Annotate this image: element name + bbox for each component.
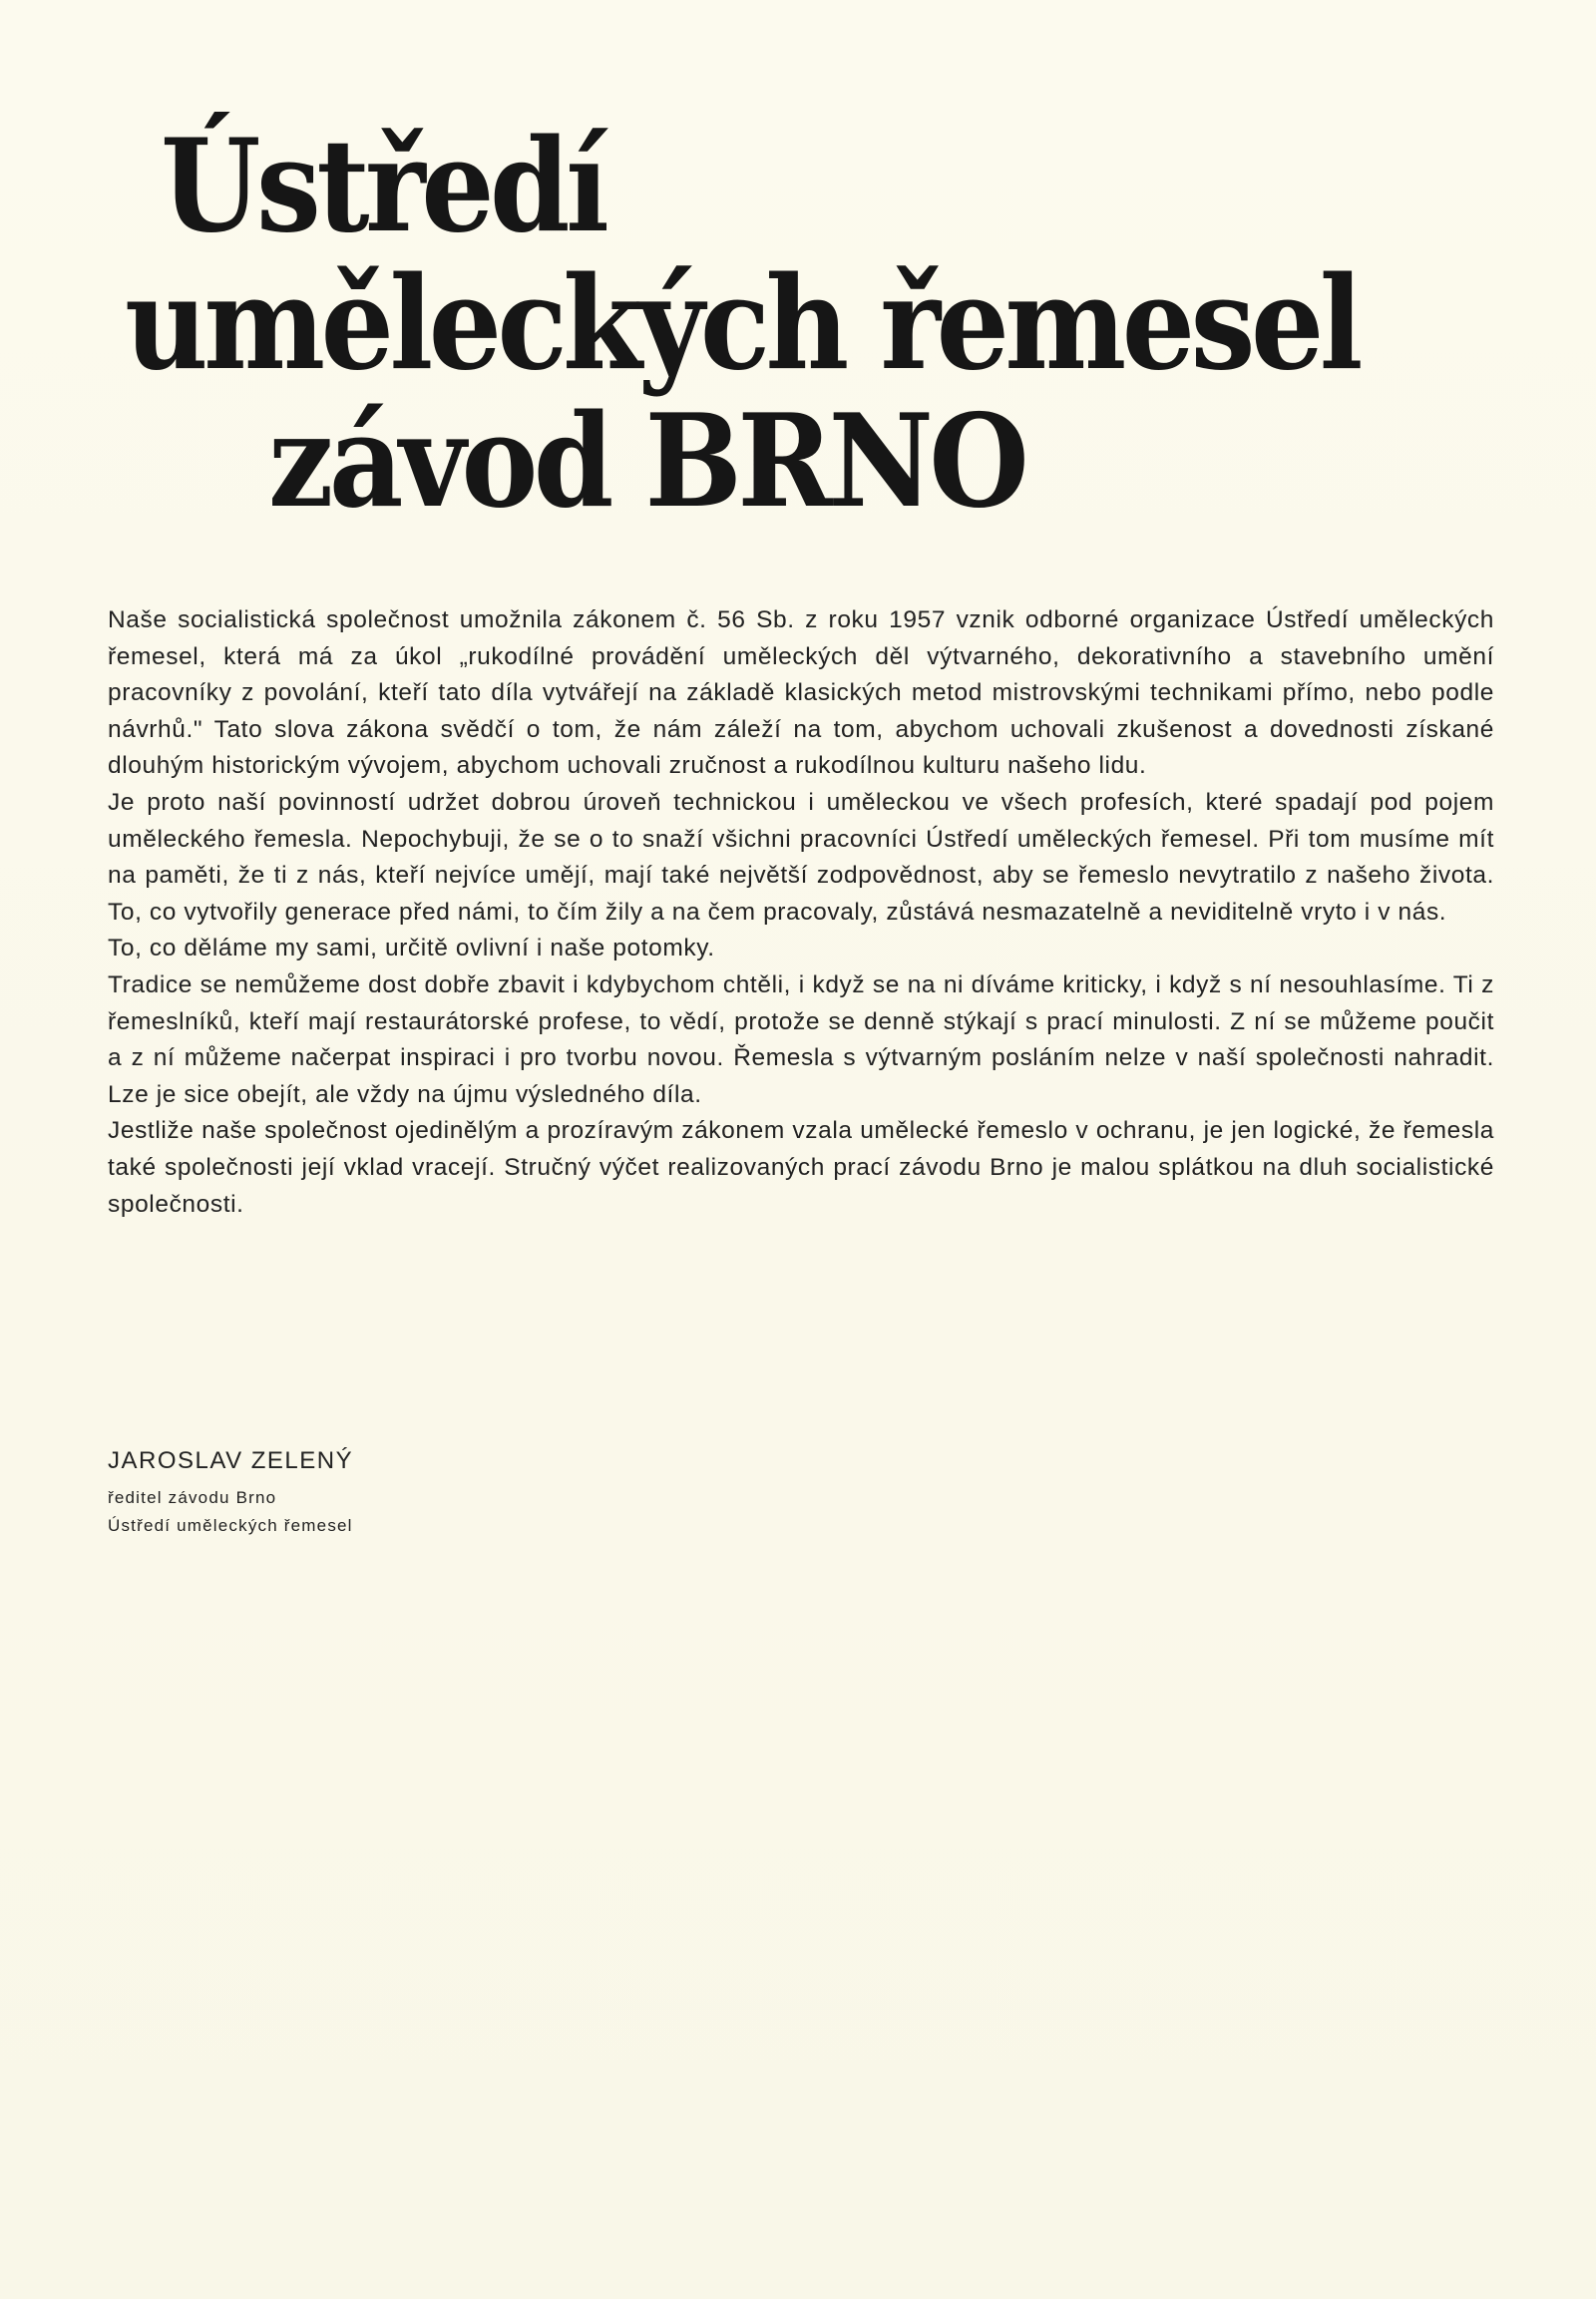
signature-organization: Ústředí uměleckých řemesel [108,1516,353,1535]
signature-name: JAROSLAV ZELENÝ [108,1447,354,1474]
title-line-3: závod BRNO [268,387,1025,537]
paragraph-3: To, co děláme my sami, určitě ovlivní i naše potomky. [108,935,715,962]
title-line-1: Ústředí [161,112,605,261]
title-line-2: uměleckých řemesel [125,249,1359,399]
page-title [125,112,1382,537]
paragraph-1: Naše socialistická společnost umožnila zákonem č. 56 Sb. z roku 1957 vznik odborné organizace Ústředí uměleckých řemesel, která má za úkol „rukodílné provádění uměleckých děl výtvarného, dekorativního a stavebního umění pracovníky z povolání, kteří tato díla vytvářejí na základě klasických metod mistrovskými technikami přímo, nebo podle návrhů." Tato slova zákona svědčí o tom, že nám záleží na tom, abychom uchovali zkušenost a dovednosti získané dlouhým historickým vývojem, abychom uchovali zručnost a rukodílnou kulturu našeho lidu. [108,606,1494,780]
paragraph-4: Tradice se nemůžeme dost dobře zbavit i kdybychom chtěli, i když se na ni díváme kriticky, i když s ní nesouhlasíme. Ti z řemeslníků, kteří mají restaurátorské profese, to vědí, protože se denně stýkají s prací minulosti. Z ní se můžeme poučit a z ní můžeme načerpat inspiraci i pro tvorbu novou. Řemesla s výtvarným posláním nelze v naší společnosti nahradit. Lze je sice obejít, ale vždy na újmu výsledného díla. [108,970,1494,1108]
paragraph-2: Je proto naší povinností udržet dobrou úroveň technickou i uměleckou ve všech profesích, které spadají pod pojem uměleckého řemesla. Nepochybuji, že se o to snaží všichni pracovníci Ústředí uměleckých řemesel. Při tom musíme mít na paměti, že ti z nás, kteří nejvíce umějí, mají také největší zodpovědnost, aby se řemeslo nevytratilo z našeho života. To, co vytvořily generace před námi, to čím žily a na čem pracovaly, zůstává nesmazatelně a neviditelně vryto i v nás. [108,788,1494,926]
signature-role: ředitel závodu Brno [108,1488,277,1507]
signature-block [108,1444,353,1540]
body-text [108,602,1494,1223]
paragraph-5: Jestliže naše společnost ojedinělým a prozíravým zákonem vzala umělecké řemeslo v ochranu, je jen logické, že řemesla také společnosti její vklad vracejí. Stručný výčet realizovaných prací závodu Brno je malou splátkou na dluh socialistické společnosti. [108,1117,1494,1218]
